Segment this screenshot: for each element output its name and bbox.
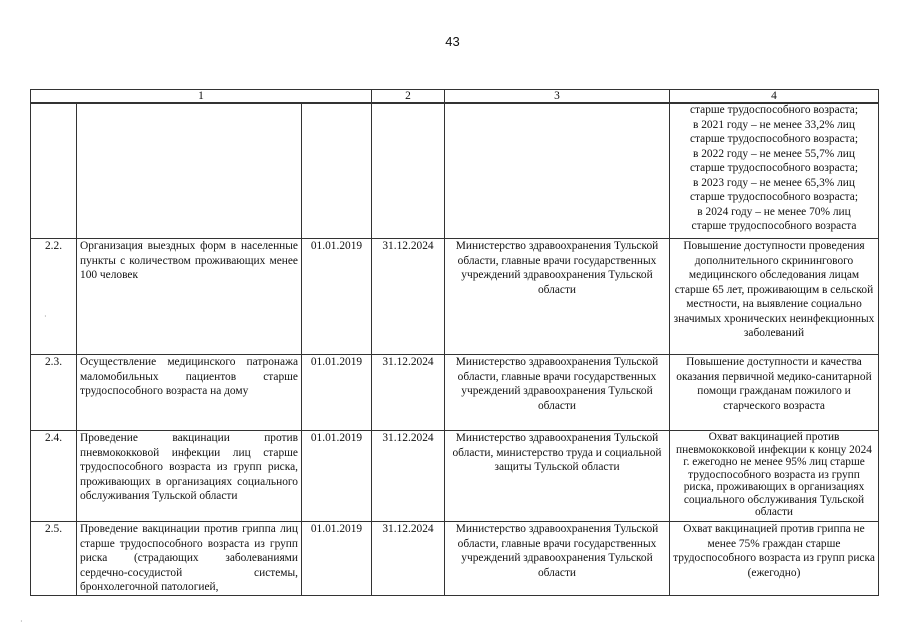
table-row bbox=[31, 431, 879, 522]
end-date: 31.12.2024 bbox=[372, 355, 445, 431]
measure-name: Организация выездных форм в населенные пункты с количеством проживающих менее 100 человек bbox=[77, 239, 302, 355]
expected-result: Повышение доступности проведения дополнительного скринингового медицинского обследования лицам старше 65 лет, проживающим в сельской местности, на выявление социально значимых хронических неинфекционных заболеваний bbox=[670, 239, 879, 355]
cell-start-continuation bbox=[302, 103, 372, 239]
page-number: 43 bbox=[445, 34, 460, 49]
row-number: 2.2. bbox=[31, 239, 77, 355]
result-line: старше трудоспособного возраста; bbox=[689, 162, 859, 174]
row-number: 2.3. bbox=[31, 355, 77, 431]
expected-result: Повышение доступности и качества оказания первичной медико-санитарной помощи гражданам пожилого и старческого возраста bbox=[670, 355, 879, 431]
result-line: в 2021 году – не менее 33,2% лиц bbox=[693, 118, 855, 131]
row-number: 2.4. bbox=[31, 431, 77, 522]
table-row-continuation bbox=[31, 103, 879, 239]
measure-name: Осуществление медицинского патронажа маломобильных пациентов старше трудоспособного возраста на дому bbox=[77, 355, 302, 431]
table-row bbox=[31, 355, 879, 431]
cell-name-continuation bbox=[77, 103, 302, 239]
executor: Министерство здравоохранения Тульской области, главные врачи государственных учреждений здравоохранения Тульской области bbox=[445, 239, 670, 355]
executor: Министерство здравоохранения Тульской области, главные врачи государственных учреждений здравоохранения Тульской области bbox=[445, 522, 670, 596]
result-line: в 2022 году – не менее 55,7% лиц bbox=[693, 147, 855, 160]
scan-speck: · bbox=[44, 312, 47, 321]
result-line: старше трудоспособного возраста; bbox=[689, 133, 859, 145]
start-date: 01.01.2019 bbox=[302, 431, 372, 522]
end-date: 31.12.2024 bbox=[372, 522, 445, 596]
start-date: 01.01.2019 bbox=[302, 239, 372, 355]
cell-result-continuation bbox=[670, 103, 879, 239]
header-col-4: 4 bbox=[670, 90, 879, 104]
header-col-1: 1 bbox=[31, 90, 372, 104]
result-line: в 2024 году – не менее 70% лиц bbox=[697, 205, 851, 218]
table-row bbox=[31, 522, 879, 596]
expected-result: Охват вакцинацией против гриппа не менее 75% граждан старше трудоспособного возраста из групп риска (ежегодно) bbox=[670, 522, 879, 596]
start-date: 01.01.2019 bbox=[302, 355, 372, 431]
measure-name: Проведение вакцинации против гриппа лиц старше трудоспособного возраста из групп риска (страдающих заболеваниями сердечно-сосудистой системы, бронхолегочной патологией, bbox=[77, 522, 302, 596]
table-row bbox=[31, 239, 879, 355]
result-line: старше трудоспособного возраста; bbox=[689, 191, 859, 203]
expected-result: Охват вакцинацией против пневмококковой инфекции к концу 2024 г. ежегодно не менее 95% лиц старше трудоспособного возраста из групп риска, проживающих в организациях социального обслуживания Тульской области bbox=[670, 431, 879, 522]
executor: Министерство здравоохранения Тульской области, министерство труда и социальной защиты Тульской области bbox=[445, 431, 670, 522]
end-date: 31.12.2024 bbox=[372, 431, 445, 522]
cell-end-continuation bbox=[372, 103, 445, 239]
header-col-3: 3 bbox=[445, 90, 670, 104]
result-line: старше трудоспособного возраста bbox=[691, 220, 857, 232]
result-line: старше трудоспособного возраста; bbox=[689, 104, 859, 116]
header-col-2: 2 bbox=[372, 90, 445, 104]
end-date: 31.12.2024 bbox=[372, 239, 445, 355]
start-date: 01.01.2019 bbox=[302, 522, 372, 596]
row-number: 2.5. bbox=[31, 522, 77, 596]
measure-name: Проведение вакцинации против пневмококковой инфекции лиц старше трудоспособного возраста из групп риска, проживающих в организациях социального обслуживания Тульской области bbox=[77, 431, 302, 522]
cell-executor-continuation bbox=[445, 103, 670, 239]
cell-num-continuation bbox=[31, 103, 77, 239]
measures-body bbox=[30, 102, 879, 596]
result-line: в 2023 году – не менее 65,3% лиц bbox=[693, 176, 855, 189]
scan-speck: · bbox=[20, 617, 23, 626]
executor: Министерство здравоохранения Тульской области, главные врачи государственных учреждений здравоохранения Тульской области bbox=[445, 355, 670, 431]
